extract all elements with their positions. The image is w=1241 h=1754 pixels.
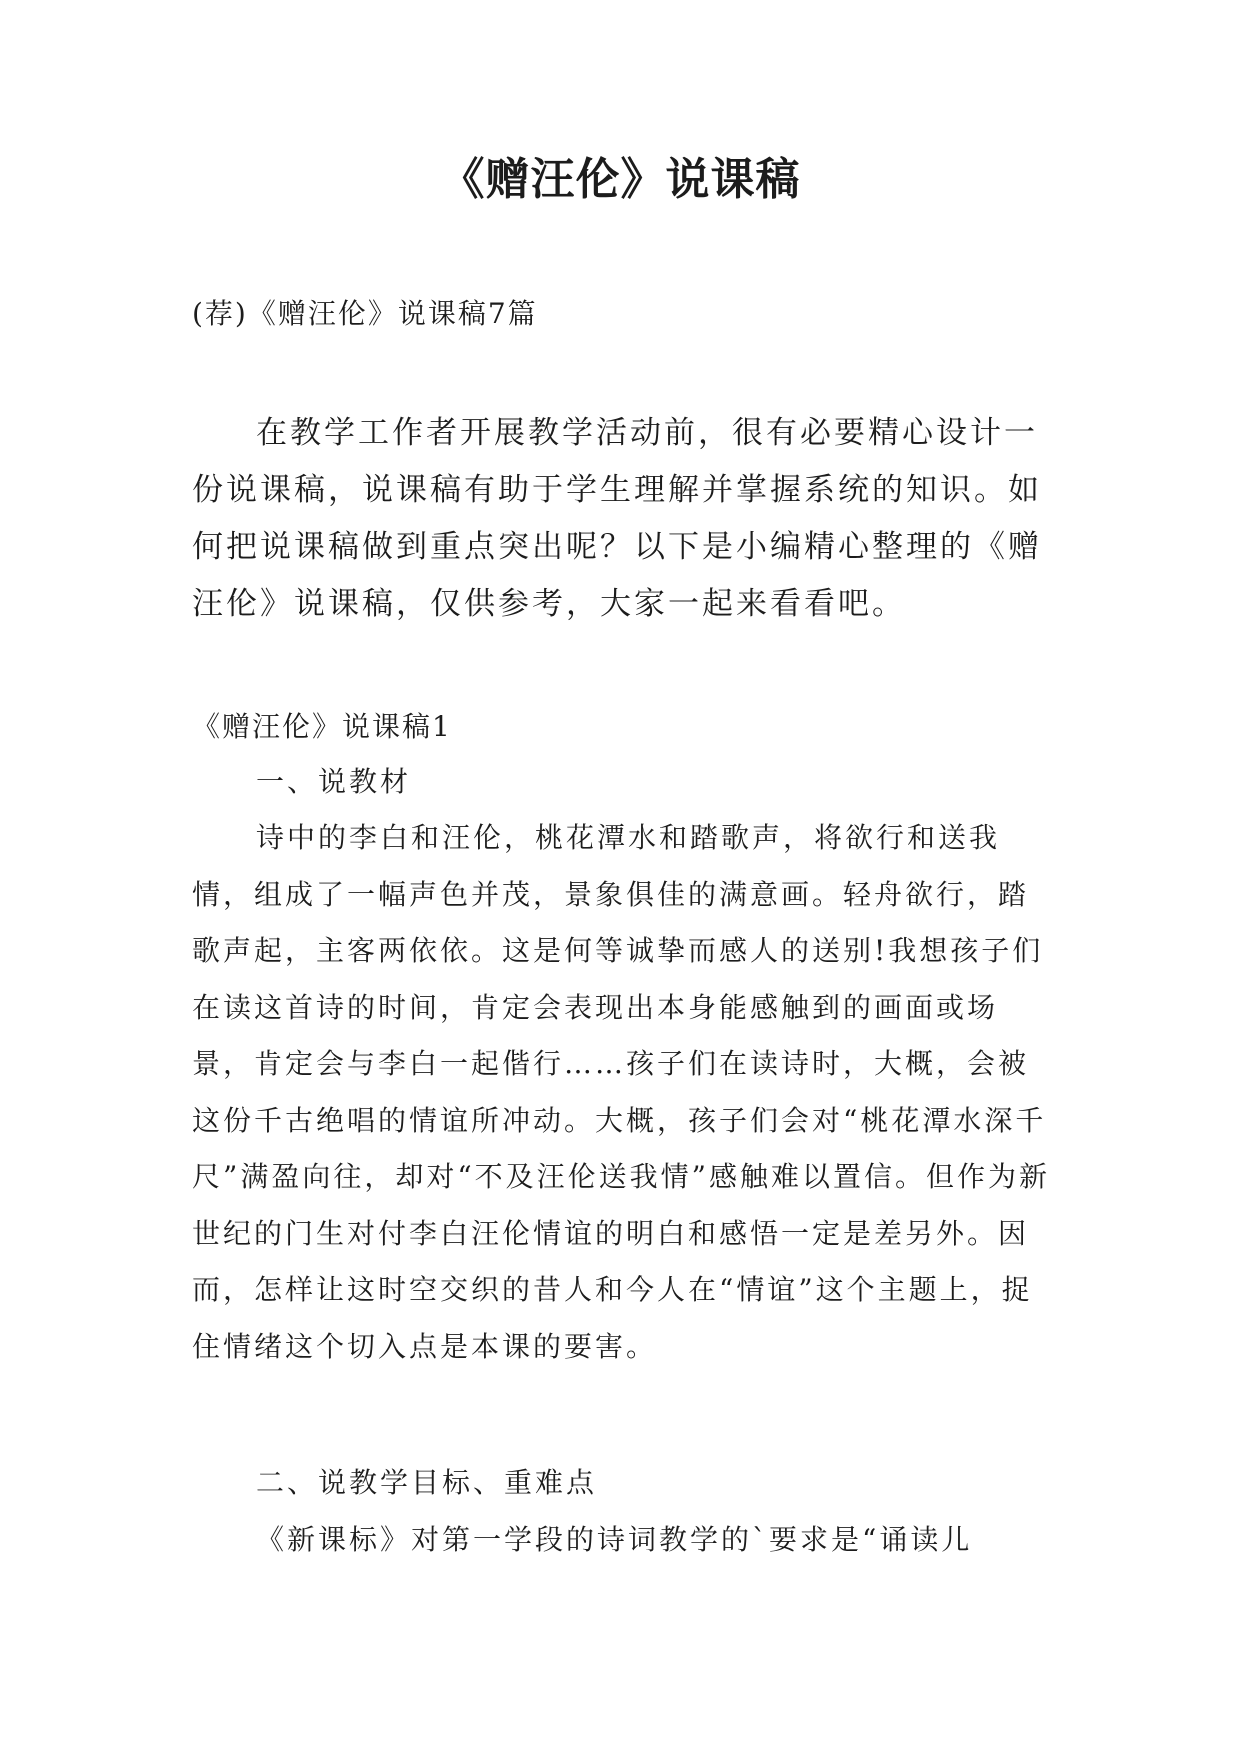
section-heading: 《赠汪伦》说课稿1 (192, 710, 452, 743)
page-title: 《赠汪伦》说课稿 (440, 154, 801, 205)
intro-paragraph: 在教学工作者开展教学活动前，很有必要精心设计一份说课稿，说课稿有助于学生理解并掌握系统的知识。如何把说课稿做到重点突出呢？以下是小编精心整理的《赠汪伦》说课稿，仅供参考，大家一起来看看吧。 (192, 415, 1042, 622)
subheading-goals: 二、说教学目标、重难点 (256, 1466, 598, 1499)
document-subtitle: (荐)《赠汪伦》说课稿7篇 (192, 297, 538, 330)
subheading-textbook: 一、说教材 (256, 765, 412, 798)
goals-paragraph: 《新课标》对第一学段的诗词教学的`要求是“诵读儿 (256, 1523, 973, 1556)
textbook-paragraph: 诗中的李白和汪伦，桃花潭水和踏歌声，将欲行和送我情，组成了一幅声色并茂，景象俱佳的满意画。轻舟欲行，踏歌声起，主客两依依。这是何等诚挚而感人的送别!我想孩子们在读这首诗的时间，肯定会表现出本身能感触到的画面或场景，肯定会与李白一起偕行……孩子们在读诗时，大概，会被这份千古绝唱的情谊所冲动。大概，孩子们会对“桃花潭水深千尺”满盈向往，却对“不及汪伦送我情”感触难以置信。但作为新世纪的门生对付李白汪伦情谊的明白和感悟一定是差另外。因而，怎样让这时空交织的昔人和今人在“情谊”这个主题上，捉住情绪这个切入点是本课的要害。 (192, 821, 1050, 1363)
